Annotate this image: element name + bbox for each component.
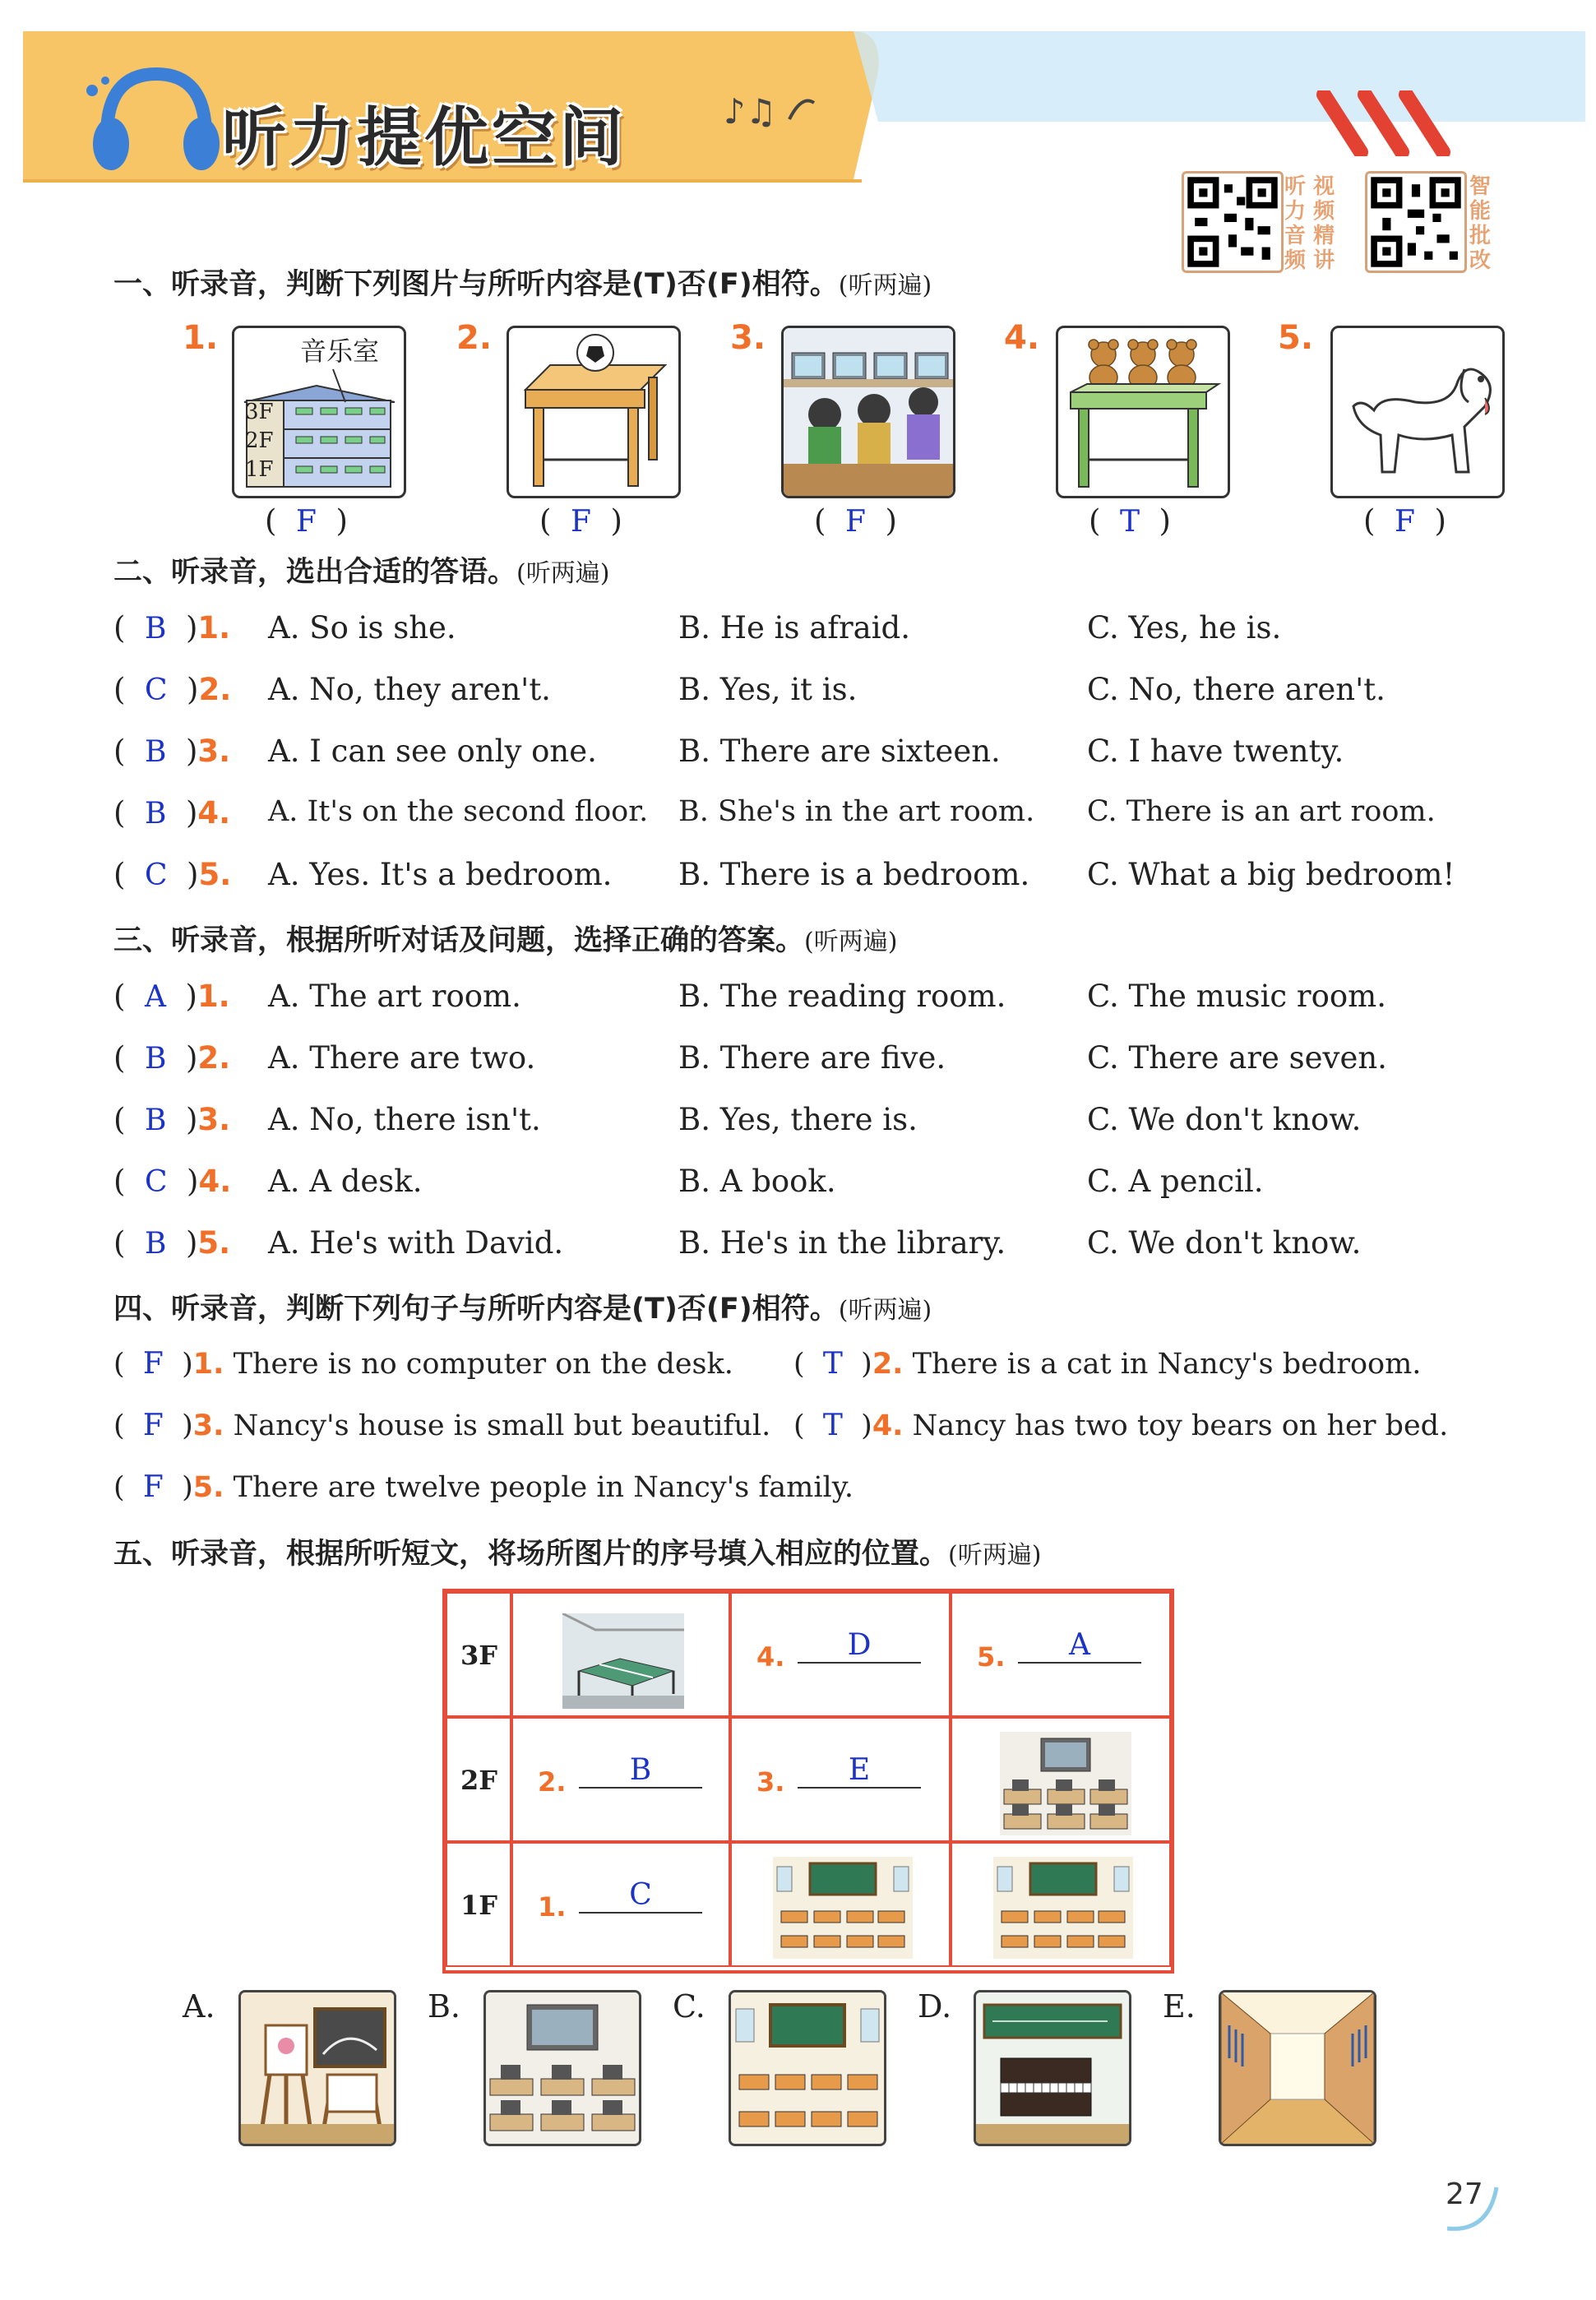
grid-cell-2f-pic bbox=[951, 1717, 1171, 1842]
classroom-option-icon bbox=[729, 1990, 886, 2146]
s3-num-4: 4. bbox=[198, 1164, 232, 1199]
s3-question-2: ( B )2. bbox=[113, 1040, 231, 1076]
computer-room-icon bbox=[781, 326, 955, 498]
s3-q3-option-b: B. Yes, there is. bbox=[678, 1102, 918, 1137]
library-corridor-icon bbox=[1219, 1990, 1376, 2146]
s3-q5-option-c: C. We don't know. bbox=[1087, 1225, 1362, 1261]
s2-question-1: ( B )1. bbox=[113, 610, 231, 646]
s2-q5-option-a: A. Yes. It's a bedroom. bbox=[268, 857, 613, 892]
s3-q2-option-a: A. There are two. bbox=[268, 1040, 536, 1076]
s4-num-1: 1. bbox=[192, 1348, 224, 1381]
page-number-swoosh-icon bbox=[1439, 2171, 1505, 2237]
s1-item-num-2: 2. bbox=[456, 319, 493, 357]
s1-answer-value-4: T bbox=[1119, 505, 1140, 539]
s4-num-3: 3. bbox=[192, 1409, 224, 1442]
qr-pattern-icon bbox=[1370, 176, 1462, 268]
s4-text-1: There is no computer on the desk. bbox=[233, 1348, 733, 1381]
s2-q1-option-c: C. Yes, he is. bbox=[1087, 610, 1282, 646]
s2-q2-option-a: A. No, they aren't. bbox=[268, 672, 551, 707]
s1-answer-4: ( T ) bbox=[1089, 503, 1171, 539]
s3-q3-option-c: C. We don't know. bbox=[1087, 1102, 1362, 1137]
grid-floor-2f bbox=[446, 1717, 511, 1842]
grid-cell-1f-blank-1 bbox=[511, 1842, 730, 1967]
s4-text-4: Nancy has two toy bears on her bed. bbox=[912, 1409, 1449, 1442]
floor-label-3f: 3F bbox=[245, 400, 274, 424]
s4-num-2: 2. bbox=[872, 1348, 904, 1381]
s2-num-5: 5. bbox=[198, 857, 232, 892]
s2-q4-option-b: B. She's in the art room. bbox=[678, 795, 1035, 828]
grid-cell-1f-pic-b bbox=[951, 1842, 1171, 1967]
s3-answer-5: B bbox=[144, 1227, 167, 1261]
classroom-icon bbox=[773, 1857, 913, 1959]
s4-answer-4: T bbox=[822, 1409, 843, 1442]
option-label-a: A. bbox=[183, 1988, 215, 2025]
s4-answer-5: F bbox=[142, 1470, 164, 1504]
blank-num-5: 5. bbox=[977, 1641, 1006, 1673]
s2-question-2: ( C )2. bbox=[113, 672, 232, 707]
s4-answer-3: F bbox=[142, 1409, 164, 1442]
s4-text-2: There is a cat in Nancy's bedroom. bbox=[912, 1348, 1422, 1381]
s2-q3-option-c: C. I have twenty. bbox=[1087, 734, 1344, 769]
s4-answer-2: T bbox=[822, 1347, 843, 1381]
grid-cell-2f-blank-3 bbox=[730, 1717, 951, 1842]
s3-q1-option-b: B. The reading room. bbox=[678, 979, 1006, 1014]
dog-icon bbox=[1330, 326, 1505, 498]
s1-answer-value-3: F bbox=[844, 505, 866, 539]
s2-answer-5: C bbox=[144, 858, 168, 892]
grid-floor-3f bbox=[446, 1592, 511, 1717]
classroom-icon bbox=[993, 1857, 1133, 1959]
section4-title-text: 四、听录音，判断下列句子与所听内容是(T)否(F)相符。 bbox=[113, 1293, 839, 1326]
ball-on-desk-icon bbox=[507, 326, 681, 498]
grid-cell-3f-blank-5 bbox=[951, 1592, 1171, 1717]
s2-num-2: 2. bbox=[198, 672, 232, 707]
section5-title-text: 五、听录音，根据所听短文，将场所图片的序号填入相应的位置。 bbox=[113, 1538, 949, 1571]
s3-question-3: ( B )3. bbox=[113, 1102, 231, 1137]
s2-num-4: 4. bbox=[197, 795, 231, 831]
qr-grading-label: 智 能 批 改 bbox=[1469, 174, 1492, 273]
section4-title bbox=[113, 1286, 932, 1327]
s2-q1-option-a: A. So is she. bbox=[268, 610, 456, 646]
blank-answer-5[interactable]: A bbox=[1018, 1628, 1141, 1664]
section2-note: (听两遍) bbox=[516, 559, 610, 588]
s2-answer-4: B bbox=[144, 797, 167, 831]
s2-question-5: ( C )5. bbox=[113, 857, 232, 892]
s3-q1-option-a: A. The art room. bbox=[268, 979, 521, 1014]
qr-pattern-icon bbox=[1187, 176, 1279, 268]
s2-q3-option-a: A. I can see only one. bbox=[268, 734, 597, 769]
grid-cell-3f-blank-4 bbox=[730, 1592, 951, 1717]
s2-q4-option-a: A. It's on the second floor. bbox=[268, 795, 649, 828]
blank-answer-3[interactable]: E bbox=[798, 1753, 921, 1789]
s1-answer-value-2: F bbox=[570, 505, 591, 539]
s3-q4-option-b: B. A book. bbox=[678, 1164, 836, 1199]
qr-code-video[interactable] bbox=[1182, 171, 1284, 273]
floor-label-1f: 1F bbox=[245, 457, 274, 482]
blank-answer-1[interactable]: C bbox=[579, 1878, 702, 1914]
page-number: 27 bbox=[1446, 2177, 1483, 2211]
section3-title bbox=[113, 918, 897, 959]
s1-answer-1: ( F ) bbox=[265, 503, 348, 539]
section1-note: (听两遍) bbox=[838, 271, 932, 300]
s2-q2-option-c: C. No, there aren't. bbox=[1087, 672, 1386, 707]
s2-q5-option-b: B. There is a bedroom. bbox=[678, 857, 1030, 892]
s2-q5-option-c: C. What a big bedroom! bbox=[1087, 857, 1455, 892]
music-room-label: 音乐室 bbox=[300, 336, 380, 367]
s1-answer-3: ( F ) bbox=[814, 503, 897, 539]
s3-num-1: 1. bbox=[197, 979, 230, 1014]
s2-q1-option-b: B. He is afraid. bbox=[678, 610, 910, 646]
s2-num-1: 1. bbox=[197, 610, 231, 646]
floor-3f-label: 3F bbox=[460, 1640, 497, 1671]
computer-room-icon bbox=[1000, 1732, 1131, 1835]
qr-code-grading[interactable] bbox=[1365, 171, 1467, 273]
section1-title bbox=[113, 261, 932, 303]
s3-question-5: ( B )5. bbox=[113, 1225, 231, 1261]
section2-title-text: 二、听录音，选出合适的答语。 bbox=[113, 556, 517, 589]
s3-q2-option-b: B. There are five. bbox=[678, 1040, 946, 1076]
blank-num-2: 2. bbox=[538, 1766, 567, 1798]
qr-video-label: 听 视 力 频 音 精 频 讲 bbox=[1284, 174, 1335, 273]
blank-num-3: 3. bbox=[756, 1766, 785, 1798]
section3-note: (听两遍) bbox=[804, 928, 898, 956]
s3-answer-4: C bbox=[144, 1165, 168, 1199]
option-label-d: D. bbox=[918, 1988, 952, 2025]
s2-q4-option-c: C. There is an art room. bbox=[1087, 795, 1436, 828]
s3-q1-option-c: C. The music room. bbox=[1087, 979, 1386, 1014]
s2-q3-option-b: B. There are sixteen. bbox=[678, 734, 1001, 769]
s1-item-num-5: 5. bbox=[1278, 319, 1314, 357]
option-label-e: E. bbox=[1163, 1988, 1196, 2025]
grid-floor-1f bbox=[446, 1842, 511, 1967]
s2-question-4: ( B )4. bbox=[113, 795, 231, 831]
s2-answer-3: B bbox=[144, 735, 167, 769]
blank-num-4: 4. bbox=[756, 1641, 785, 1673]
floor-2f-label: 2F bbox=[460, 1765, 497, 1796]
s3-num-2: 2. bbox=[197, 1040, 231, 1076]
section1-title-text: 一、听录音，判断下列图片与所听内容是(T)否(F)相符。 bbox=[113, 268, 839, 301]
s4-statement-1: ( F )1. There is no computer on the desk. bbox=[113, 1347, 733, 1381]
s3-q4-option-a: A. A desk. bbox=[268, 1164, 423, 1199]
s1-answer-5: ( F ) bbox=[1363, 503, 1446, 539]
grid-cell-2f-blank-2 bbox=[511, 1717, 730, 1842]
s1-answer-value-1: F bbox=[295, 505, 317, 539]
s4-num-4: 4. bbox=[872, 1409, 904, 1442]
s1-item-num-3: 3. bbox=[730, 319, 766, 357]
music-note-icon bbox=[724, 86, 822, 136]
section2-title bbox=[113, 549, 609, 590]
grid-cell-1f-pic-a bbox=[730, 1842, 951, 1967]
floor-1f-label: 1F bbox=[460, 1890, 497, 1921]
section4-note: (听两遍) bbox=[838, 1296, 932, 1325]
decorative-stripes-icon bbox=[1316, 90, 1480, 156]
s3-q5-option-a: A. He's with David. bbox=[268, 1225, 564, 1261]
music-room-option-icon bbox=[974, 1990, 1131, 2146]
s4-statement-2: ( T )2. There is a cat in Nancy's bedroom. bbox=[793, 1347, 1422, 1381]
s4-answer-1: F bbox=[142, 1347, 164, 1381]
section3-title-text: 三、听录音，根据所听对话及问题，选择正确的答案。 bbox=[113, 924, 805, 957]
s1-answer-2: ( F ) bbox=[539, 503, 622, 539]
art-room-icon bbox=[238, 1990, 396, 2146]
s1-item-num-1: 1. bbox=[183, 319, 219, 357]
s2-q2-option-b: B. Yes, it is. bbox=[678, 672, 858, 707]
s4-statement-3: ( F )3. Nancy's house is small but beautiful. bbox=[113, 1409, 771, 1442]
floor-grid-table bbox=[442, 1589, 1174, 1974]
s4-statement-4: ( T )4. Nancy has two toy bears on her bed. bbox=[793, 1409, 1449, 1442]
s3-q4-option-c: C. A pencil. bbox=[1087, 1164, 1264, 1199]
s2-answer-2: C bbox=[144, 673, 168, 707]
s3-answer-2: B bbox=[144, 1042, 167, 1076]
s4-text-5: There are twelve people in Nancy's family. bbox=[233, 1471, 854, 1504]
s3-q3-option-a: A. No, there isn't. bbox=[268, 1102, 541, 1137]
s3-q5-option-b: B. He's in the library. bbox=[678, 1225, 1006, 1261]
option-label-b: B. bbox=[428, 1988, 461, 2025]
section5-note: (听两遍) bbox=[948, 1541, 1042, 1570]
blank-answer-4[interactable]: D bbox=[798, 1628, 921, 1664]
blank-answer-2[interactable]: B bbox=[579, 1753, 702, 1789]
s3-q2-option-c: C. There are seven. bbox=[1087, 1040, 1387, 1076]
option-label-c: C. bbox=[673, 1988, 705, 2025]
page-title: 听力提优空间 bbox=[222, 101, 627, 175]
s3-num-3: 3. bbox=[197, 1102, 231, 1137]
grid-cell-3f-pic bbox=[511, 1592, 730, 1717]
s4-text-3: Nancy's house is small but beautiful. bbox=[233, 1409, 771, 1442]
s3-answer-1: A bbox=[144, 980, 166, 1014]
section5-title bbox=[113, 1531, 1041, 1572]
s3-num-5: 5. bbox=[197, 1225, 231, 1261]
s4-statement-5: ( F )5. There are twelve people in Nancy's family. bbox=[113, 1470, 854, 1504]
floor-label-2f: 2F bbox=[245, 428, 274, 453]
s3-answer-3: B bbox=[144, 1104, 167, 1137]
blank-num-1: 1. bbox=[538, 1891, 567, 1923]
bears-on-table-icon bbox=[1056, 326, 1230, 498]
s4-num-5: 5. bbox=[192, 1471, 224, 1504]
s2-question-3: ( B )3. bbox=[113, 734, 231, 769]
headphones-icon bbox=[82, 58, 226, 181]
s1-answer-value-5: F bbox=[1394, 505, 1415, 539]
ping-pong-room-icon bbox=[562, 1613, 684, 1709]
s3-question-4: ( C )4. bbox=[113, 1164, 232, 1199]
computer-room-option-icon bbox=[483, 1990, 641, 2146]
svg-text:♪♫: ♪♫ bbox=[724, 91, 777, 132]
s3-question-1: ( A )1. bbox=[113, 979, 230, 1014]
s2-answer-1: B bbox=[144, 612, 167, 646]
s2-num-3: 3. bbox=[197, 734, 231, 769]
s1-item-num-4: 4. bbox=[1004, 319, 1040, 357]
